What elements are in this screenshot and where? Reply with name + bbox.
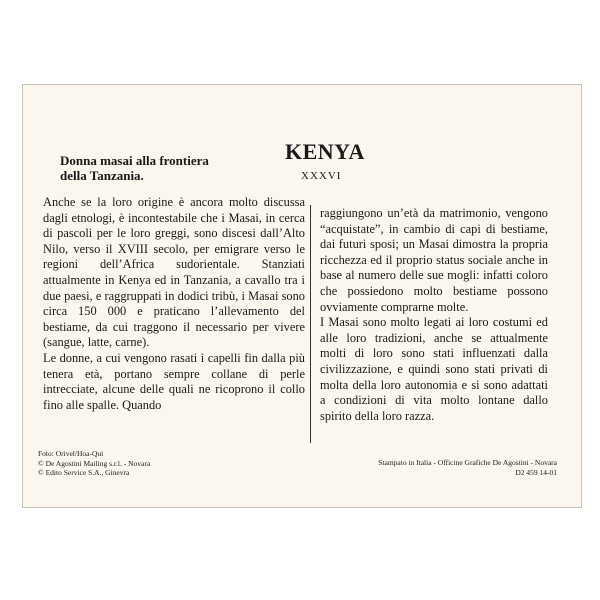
printer-line: Stampato in Italia - Officine Grafiche De Agostini - Novara xyxy=(378,458,557,467)
paragraph: I Masai sono molto legati ai loro costumi ed alle loro tradizioni, anche se attualmente molti di loro sono stati influenzati dalla civilizzazione, e quindi sono stati privati di molta della loro autonomia e si sono adattati a condizioni di vita molto lontane dallo spirito della loro razza. xyxy=(320,315,548,423)
paragraph: raggiungono un’età da matrimonio, vengono “acquistate”, in cambio di capi di bestiame, dai futuri sposi; un Masai dimostra la propria ricchezza ed il proprio status sociale anche in base al numero delle sue mogli: infatti coloro che possiedono molto bestiame possono ovviamente comprarne molte. xyxy=(320,206,548,314)
paragraph: Anche se la loro origine è ancora molto discussa dagli etnologi, è incontestabile che i Masai, in cerca di pascoli per le loro greggi, sono discesi dall’Alto Nilo, verso il XVIII secolo, per emigrare verso le regioni dell’Africa sudorientale. Stanziati attualmente in Kenya ed in Tanzania, a cavallo tra i due paesi, e raggruppati in dodici tribù, i Masai sono circa 150 000 e praticano l’allevamento del bestiame, da cui traggono il necessario per vivere (sangue, latte, carne). xyxy=(43,195,305,350)
subtitle-line: della Tanzania. xyxy=(60,168,144,183)
text-column-left xyxy=(43,195,305,413)
postcard-back xyxy=(22,84,582,508)
photo-credits xyxy=(38,449,150,478)
text-column-right xyxy=(320,206,548,424)
card-number: XXXVI xyxy=(301,170,342,182)
credit-line: © De Agostini Mailing s.r.l. - Novara xyxy=(38,458,151,468)
credit-line: Foto: Orivel/Hoa-Qui xyxy=(38,449,104,458)
subtitle-line: Donna masai alla frontiera xyxy=(60,153,209,168)
credit-line: © Edito Service S.A., Ginevra xyxy=(38,468,130,477)
caption-subtitle xyxy=(60,153,260,183)
printer-info xyxy=(378,458,557,477)
column-divider xyxy=(310,205,311,443)
paragraph: Le donne, a cui vengono rasati i capelli fin dalla più tenera età, portano sempre collane di perle intrecciate, alcune delle quali ne ricoprono il collo fino alle spalle. Quando xyxy=(43,350,305,412)
printer-code: D2 459 14-01 xyxy=(515,467,557,477)
country-title: KENYA xyxy=(285,139,365,164)
